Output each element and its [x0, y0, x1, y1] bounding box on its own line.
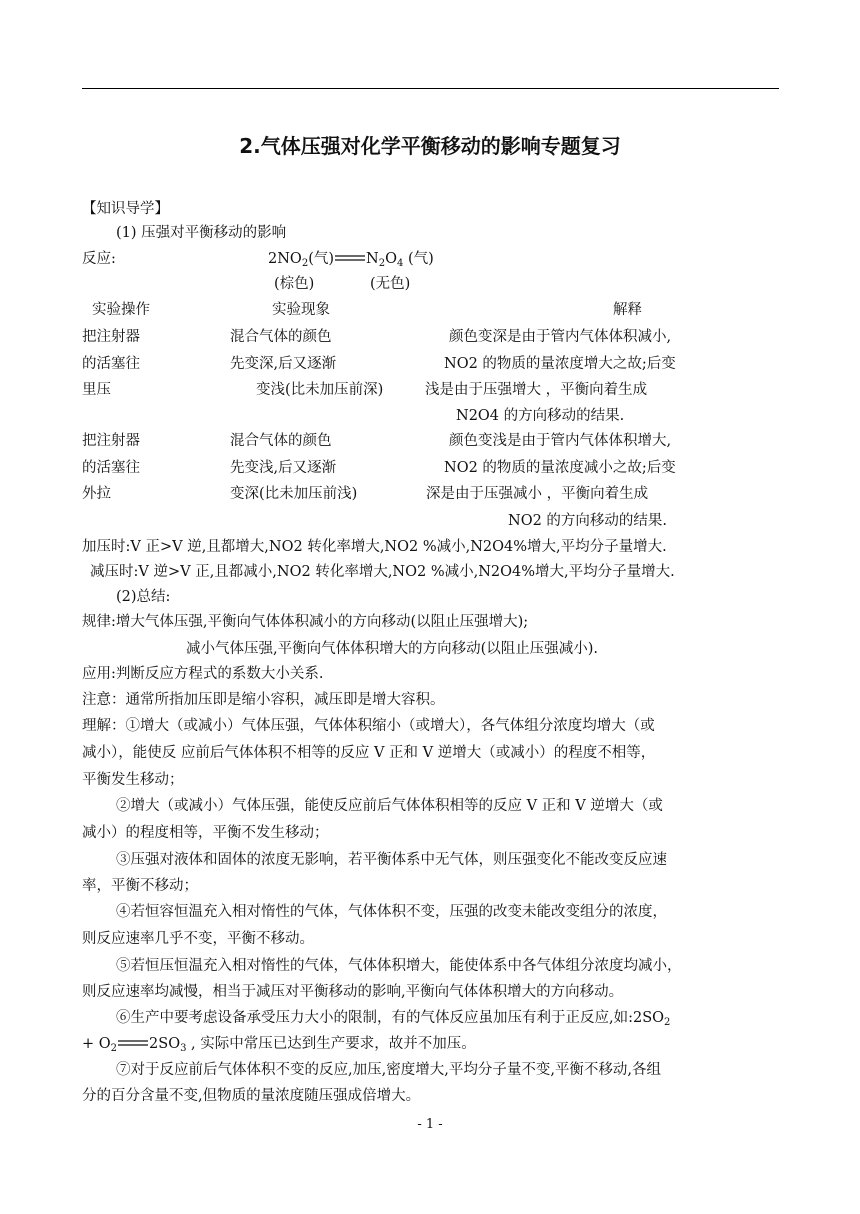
understanding-7-line-1: ⑦对于反应前后气体体积不变的反应,加压,密度增大,平均分子量不变,平衡不移动,各组: [116, 1062, 662, 1078]
understanding-7-line-2: 分的百分含量不变,但物质的量浓度随压强成倍增大。: [82, 1088, 421, 1104]
row1-ex-1: 颜色变深是由于管内气体体积减小,: [449, 329, 672, 345]
row2-op-2: 的活塞往: [82, 460, 140, 476]
row1-ex-2: NO2 的物质的量浓度增大之故;后变: [444, 356, 676, 372]
row2-ph-3: 变深(比未加压前浅): [230, 486, 358, 502]
understanding-4-line-1: ④若恒容恒温充入相对惰性的气体，气体体积不变，压强的改变未能改变组分的浓度，: [116, 904, 667, 920]
understanding-1-line-1: 理解：①增大（或减小）气体压强，气体体积缩小（或增大），各气体组分浓度均增大（或: [82, 718, 655, 734]
row1-ph-3: 变浅(比未加压前深): [256, 382, 384, 398]
page-number: - 1 -: [417, 1117, 443, 1132]
subsection-2: (2)总结:: [116, 589, 171, 605]
subsection-1: (1) 压强对平衡移动的影响: [116, 225, 287, 241]
equilibrium-sign: [117, 1039, 149, 1047]
color-brown: (棕色): [274, 276, 315, 292]
understanding-2-line-1: ②增大（或减小）气体压强，能使反应前后气体体积相等的反应 V 正和 V 逆增大（或: [116, 798, 663, 814]
understanding-2-line-2: 减小）的程度相等，平衡不发生移动；: [82, 825, 329, 841]
top-rule: [82, 88, 779, 89]
understanding-1-line-3: 平衡发生移动；: [82, 772, 184, 788]
equilibrium-sign: [334, 254, 366, 262]
reaction-label: 反应:: [82, 251, 116, 267]
row2-ex-1: 颜色变浅是由于管内气体体积增大,: [449, 433, 672, 449]
row2-ex-2: NO2 的物质的量浓度减小之故;后变: [444, 460, 676, 476]
understanding-5-line-2: 则反应速率均减慢，相当于减压对平衡移动的影响,平衡向气体体积增大的方向移动。: [82, 984, 624, 1000]
page-title: 2.气体压强对化学平衡移动的影响专题复习: [239, 134, 621, 158]
row2-ex-4: NO2 的方向移动的结果.: [508, 513, 668, 529]
understanding-3-line-1: ③压强对液体和固体的浓度无影响，若平衡体系中无气体，则压强变化不能改变反应速: [116, 852, 667, 868]
header-operation: 实验操作: [92, 302, 150, 318]
section-heading: 【知识导学】: [82, 201, 169, 217]
understanding-6-line-2: + $O_2$ $2SO_3$ , 实际中常压已达到生产要求，故并不加压。: [82, 1036, 476, 1054]
header-phenomenon: 实验现象: [272, 302, 330, 318]
row2-ph-1: 混合气体的颜色: [230, 433, 332, 449]
understanding-4-line-2: 则反应速率几乎不变，平衡不移动。: [82, 931, 314, 947]
row1-op-2: 的活塞往: [82, 356, 140, 372]
row1-ph-1: 混合气体的颜色: [230, 329, 332, 345]
rule-line-1: 规律:增大气体压强,平衡向气体体积减小的方向移动(以阻止压强增大);: [82, 614, 529, 630]
pressurize-line: 加压时:V 正>V 逆,且都增大,NO2 转化率增大,NO2 %减小,N2O4%增大,平均分子量增大.: [82, 539, 667, 555]
row2-op-1: 把注射器: [82, 433, 140, 449]
row2-op-3: 外拉: [82, 486, 111, 502]
row1-ex-3: 浅是由于压强增大 ，平衡向着生成: [425, 382, 648, 398]
row1-ph-2: 先变深,后又逐渐: [230, 356, 337, 372]
row2-ex-3: 深是由于压强减小 ，平衡向着生成: [426, 486, 649, 502]
row1-ex-4: N2O4 的方向移动的结果.: [456, 408, 625, 424]
understanding-1-line-2: 减小），能使反 应前后气体体积不相等的反应 V 正和 V 逆增大（或减小）的程度不相等，: [82, 745, 656, 761]
understanding-5-line-1: ⑤若恒压恒温充入相对惰性的气体，气体体积增大，能使体系中各气体组分浓度均减小，: [116, 958, 682, 974]
row2-ph-2: 先变浅,后又逐渐: [230, 460, 337, 476]
row1-op-3: 里压: [82, 382, 111, 398]
depressurize-line: 减压时:V 逆>V 正,且都减小,NO2 转化率增大,NO2 %减小,N2O4%增大,平均分子量增大.: [90, 564, 675, 580]
row1-op-1: 把注射器: [82, 329, 140, 345]
note-line: 注意：通常所指加压即是缩小容积，减压即是增大容积。: [82, 692, 445, 708]
color-colorless: (无色): [370, 276, 411, 292]
reaction-equation: $2NO_2$(气) $N_2O_4$ (气): [268, 251, 434, 269]
understanding-3-line-2: 率，平衡不移动；: [82, 878, 198, 894]
rule-line-2: 减小气体压强,平衡向气体体积增大的方向移动(以阻止压强减小).: [186, 641, 599, 657]
header-explanation: 解释: [613, 302, 642, 318]
application-line: 应用:判断反应方程式的系数大小关系.: [82, 666, 324, 682]
understanding-6-line-1: ⑥生产中要考虑设备承受压力大小的限制，有的气体反应虽加压有利于正反应,如$:2SO_2$: [116, 1010, 671, 1028]
